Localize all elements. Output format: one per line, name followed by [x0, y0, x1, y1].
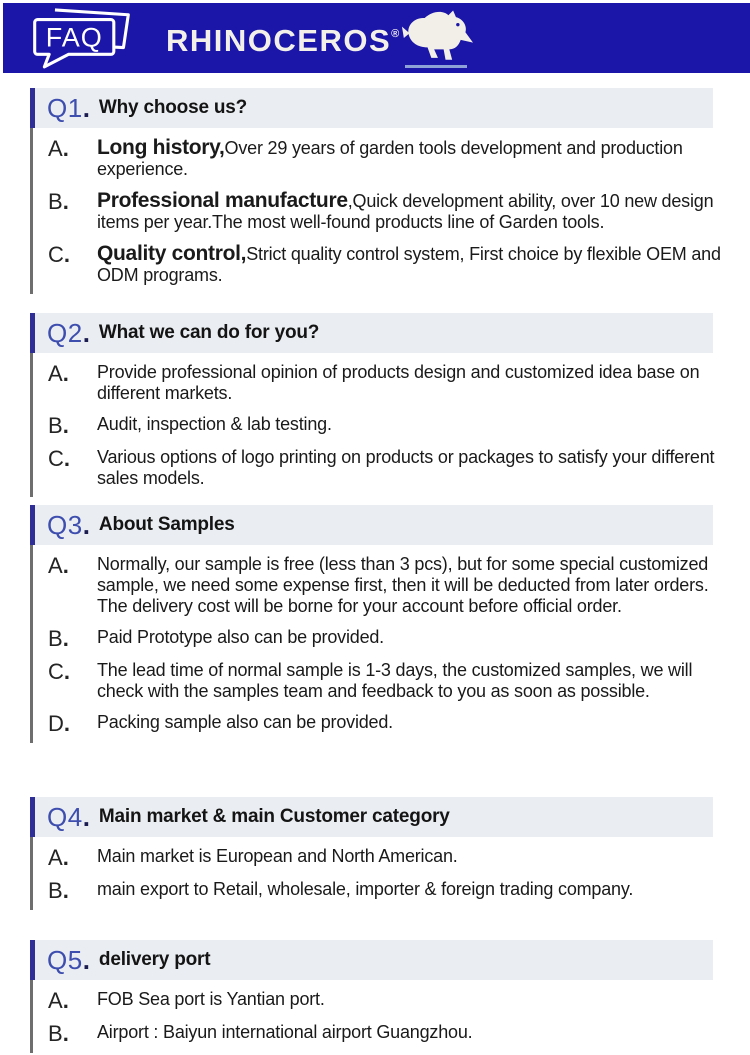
answer-bold-lead: Long history, [97, 136, 225, 159]
answer-row [48, 1022, 730, 1045]
answer-text: Normally, our sample is free (less than 3 pcs), but for some special customized sample, we need some expense first, then it will be deducted from later orders. The delivery cost will be borne for your account before official order. [97, 554, 709, 616]
answer-bold-lead: Professional manufacture [97, 189, 348, 212]
answer-bold-lead: Quality control, [97, 242, 247, 265]
answer-row [48, 414, 730, 437]
question-title: delivery port [98, 949, 211, 970]
answer-letter-dot: . [62, 413, 69, 438]
faq-speech-bubbles-icon [26, 3, 136, 74]
answer-row [48, 879, 730, 902]
faq-section [30, 313, 730, 497]
answer-row [48, 190, 730, 233]
answer-text: Various options of logo printing on products or packages to satisfy your different sales models. [97, 447, 715, 488]
answer-letter: B. [48, 1021, 69, 1046]
rhino-icon [401, 8, 473, 71]
question-title: Main market & main Customer category [98, 806, 450, 827]
answers-list [30, 980, 730, 1053]
answer-text: Main market is European and North American. [97, 846, 458, 866]
question-title: Why choose us? [98, 97, 248, 118]
answer-text: Provide professional opinion of products design and customized idea base on different markets. [97, 362, 700, 403]
answers-list [30, 837, 730, 910]
answer-row [48, 660, 730, 702]
answer-row [48, 846, 730, 869]
answer-letter-dot: . [63, 711, 71, 736]
question-header-bar [30, 940, 713, 980]
answer-letter-dot: . [63, 659, 71, 684]
faq-section [30, 797, 730, 910]
answer-letter: A. [48, 361, 69, 386]
answer-letter-dot: . [62, 845, 69, 870]
answer-letter-dot: . [63, 242, 71, 267]
question-number-dot: . [82, 944, 90, 975]
answer-letter-dot: . [62, 626, 69, 651]
answer-text: Professional manufacture,Quick development ability, over 10 new design items per year.The most well-found products line of Garden tools. [97, 189, 714, 232]
rhino-underline [405, 65, 467, 68]
faq-label: FAQ [45, 22, 103, 53]
question-number: Q4 [47, 801, 83, 832]
faq-section [30, 940, 730, 1053]
question-number: Q5 [47, 944, 83, 975]
answer-letter-dot: . [62, 189, 69, 214]
question-header-bar [30, 313, 713, 353]
question-title: What we can do for you? [98, 322, 320, 343]
answer-text: FOB Sea port is Yantian port. [97, 989, 325, 1009]
question-header-bar [30, 797, 713, 837]
answer-row [48, 243, 730, 286]
answer-letter: A. [48, 988, 69, 1013]
question-title: About Samples [98, 514, 235, 535]
answer-row [48, 447, 730, 489]
answer-text: Paid Prototype also can be provided. [97, 627, 384, 647]
answer-row [48, 627, 730, 650]
brand-banner [3, 3, 750, 73]
answer-letter-dot: . [62, 136, 69, 161]
question-header-bar [30, 505, 713, 545]
answer-letter: A. [48, 553, 69, 578]
question-number-dot: . [82, 801, 90, 832]
answer-letter: C. [48, 446, 71, 471]
answer-row [48, 554, 730, 617]
answer-row [48, 712, 730, 735]
answer-letter-dot: . [63, 446, 71, 471]
answer-text: Quality control,Strict quality control system, First choice by flexible OEM and ODM programs. [97, 242, 721, 285]
question-number: Q3 [47, 509, 83, 540]
answer-letter: B. [48, 413, 69, 438]
answer-row [48, 137, 730, 180]
answer-text: Packing sample also can be provided. [97, 712, 393, 732]
question-number-dot: . [82, 317, 90, 348]
answer-letter: B. [48, 878, 69, 903]
answer-text: Airport : Baiyun international airport Guangzhou. [97, 1022, 473, 1042]
answer-text: Audit, inspection & lab testing. [97, 414, 332, 434]
answer-letter-dot: . [62, 1021, 69, 1046]
answer-letter-dot: . [62, 361, 69, 386]
answer-text: The lead time of normal sample is 1-3 days, the customized samples, we will check with the samples team and feedback to you as soon as possible. [97, 660, 693, 701]
answer-row [48, 362, 730, 404]
answers-list [30, 545, 730, 743]
answer-letter-dot: . [62, 553, 69, 578]
registered-mark: ® [391, 27, 400, 40]
faq-section [30, 88, 730, 294]
question-number: Q1 [47, 92, 83, 123]
faq-section [30, 505, 730, 743]
answer-letter: C. [48, 242, 71, 267]
answers-list [30, 128, 730, 294]
answer-letter: B. [48, 626, 69, 651]
question-number-dot: . [82, 92, 90, 123]
answer-letter-dot: . [62, 988, 69, 1013]
question-number-dot: . [82, 509, 90, 540]
brand-name: RHINOCEROS® [166, 22, 400, 58]
answer-letter: A. [48, 136, 69, 161]
answer-letter: B. [48, 189, 69, 214]
answer-text: main export to Retail, wholesale, importer & foreign trading company. [97, 879, 634, 899]
answer-letter-dot: . [62, 878, 69, 903]
answer-letter: D. [48, 711, 71, 736]
answer-row [48, 989, 730, 1012]
question-number: Q2 [47, 317, 83, 348]
answers-list [30, 353, 730, 497]
question-header-bar [30, 88, 713, 128]
answer-text: Long history,Over 29 years of garden tools development and production experience. [97, 136, 683, 179]
answer-letter: C. [48, 659, 71, 684]
answer-letter: A. [48, 845, 69, 870]
